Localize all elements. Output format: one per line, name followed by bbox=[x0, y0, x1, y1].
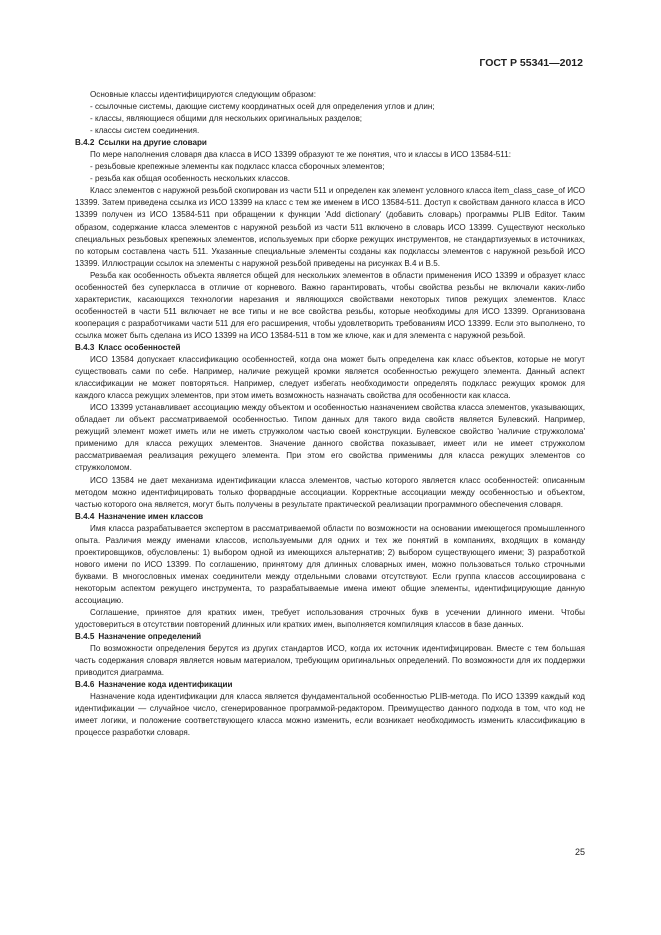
section-heading bbox=[75, 631, 585, 643]
paragraph: - ссылочные системы, дающие систему координатных осей для определения углов и длин; bbox=[90, 102, 435, 112]
paragraph: - резьбовые крепежные элементы как подкласс класса сборочных элементов; bbox=[90, 162, 385, 172]
paragraph: - классы систем соединения. bbox=[90, 126, 200, 136]
document-body bbox=[75, 89, 585, 740]
paragraph: ИСО 13584 допускает классификацию особенностей, когда она может быть определена как класс объектов, которые не могут существовать сами по себе. Например, наличие режущей кромки является особенностью режущего элемента. Данный аспект классификации не может повторяться. Например, следует избегать необходимости определять подкласс режущих кромок для каждого класса режущих элементов, при этом иметь возможность назначать свойства для особенности как класса. bbox=[75, 355, 585, 401]
paragraph: Соглашение, принятое для кратких имен, требует использования строчных букв в усечении длинного имени. Чтобы удостовериться в отсутствии повторений длинных или кратких имен, выполняется компиляция классов в базе данных. bbox=[75, 608, 585, 630]
paragraph: По мере наполнения словаря два класса в ИСО 13399 образуют те же понятия, что и классы в ИСО 13584-511: bbox=[90, 150, 511, 160]
paragraph: - резьба как общая особенность нескольких классов. bbox=[90, 174, 291, 184]
section-heading bbox=[75, 342, 585, 354]
section-number: В.4.5 bbox=[75, 632, 95, 642]
page-number: 25 bbox=[574, 847, 585, 857]
section-title: Назначение определений bbox=[98, 632, 202, 642]
section-number: В.4.2 bbox=[75, 138, 95, 148]
section-heading bbox=[75, 137, 585, 149]
section-number: В.4.3 bbox=[75, 342, 95, 352]
paragraph: Назначение кода идентификации для класса является фундаментальной особенностью PLIB-метода. По ИСО 13399 каждый код идентификации — случайное число, сгенерированное программой-редактором. Преимущество данного подхода в том, что код не имеет логики, и положение соответствующего класса можно изменить, если возникает необходимость изменить классификацию в процессе разработки словаря. bbox=[75, 692, 585, 738]
section-title: Ссылки на другие словари bbox=[98, 138, 207, 148]
section-title: Класс особенностей bbox=[98, 342, 181, 352]
paragraph: По возможности определения берутся из других стандартов ИСО, когда их источник идентифицирован. Вместе с тем большая часть содержания словаря является новым материалом, требующим оригинальных определений. По возможности для их поддержки приводится диаграмма. bbox=[75, 644, 585, 678]
section-heading bbox=[75, 679, 585, 691]
paragraph: Класс элементов с наружной резьбой скопирован из части 511 и определен как элемент условного класса item_class_case_of ИСО 13399. Затем приведена ссылка из ИСО 13399 на класс с тем же именем в ИСО 13584-511. Доступ к свойствам данного класса в ИСО 13399 получен из ИСО 13584-511 при обращении к функции 'Add dictionary' (добавить словарь) программы PLIB Editor. Таким образом, содержание класса элементов с наружной резьбой из части 511 включено в словарь ИСО 13399. Существуют несколько специальных резьбовых крепежных элементов, используемых при сборке режущих инструментов, не стандартизуемых в источниках, по которым составлена часть 511. Указанные специальные элементы созданы как подклассы элементов с наружной резьбой ИСО 13399. Иллюстрации ссылок на элементы с наружной резьбой приведены на рисунках В.4 и В.5. bbox=[75, 186, 585, 268]
paragraph: - классы, являющиеся общими для нескольких оригинальных разделов; bbox=[90, 114, 362, 124]
paragraph: Имя класса разрабатывается экспертом в рассматриваемой области по возможности на основании имеющегося промышленного опыта. Различия между именами классов, используемыми для одних и тех же понятий в компаниях, входящих в команду проектировщиков, обусловлены: 1) выбором одной из имеющихся альтернатив; 2) выбором существующего имени; 3) разработкой нового имени по ИСО 13399. По соглашению, принятому для длинных словарных имен, можно пользоваться только строчными буквами. В многословных именах соединители между отдельными словами отсутствуют. Если группа классов ассоциирована с некоторым аспектом режущего инструмента, то разрабатываемые имена имеют общие элементы, идентифицирующие данную ассоциацию. bbox=[75, 523, 585, 605]
paragraph: Основные классы идентифицируются следующим образом: bbox=[90, 90, 317, 99]
paragraph: ИСО 13399 устанавливает ассоциацию между объектом и особенностью назначением свойства класса элементов, указывающих, обладает ли объект рассматриваемой особенностью. Типом данных для такого вида свойств является Булевский. Например, режущий элемент может иметь или не иметь стружколом частью своей конструкции. Булевское свойство 'наличие стружколома' применимо для класса режущих элементов. Значение данного свойства показывает, имеет или не имеет стружколом рассматриваемая реализация режущего элемента. При этом его свойства применимы для класса режущих элементов со стружколомом. bbox=[75, 403, 585, 473]
document-id-header: ГОСТ Р 55341—2012 bbox=[479, 57, 583, 69]
section-number: В.4.6 bbox=[75, 680, 95, 690]
section-title: Назначение кода идентификации bbox=[98, 680, 233, 690]
section-number: В.4.4 bbox=[75, 511, 95, 521]
section-heading bbox=[75, 511, 585, 523]
section-title: Назначение имен классов bbox=[98, 511, 204, 521]
paragraph: ИСО 13584 не дает механизма идентификации класса элементов, частью которого является класс особенностей: описанным методом можно идентифицировать только форвардные ассоциации. Корректные ассоциации между особенностью и объектом, частью которого она является, могут быть получены в результате практической реализации программного обеспечения словаря. bbox=[75, 475, 585, 509]
paragraph: Резьба как особенность объекта является общей для нескольких элементов в области применения ИСО 13399 и образует класс особенностей без суперкласса в отличие от корневого. Важно гарантировать, чтобы свойства резьбы не включали каких-либо характеристик, касающихся технологии нарезания и являющихся свойствами некоторых типов режущих элементов. Класс особенностей в части 511 включает не все типы и не все свойства резьбы, которые необходимы для ИСО 13399. Организована кооперация с разработчиками части 511 для его расширения, чтобы удовлетворить требованиям ИСО 13399. Если это выполнено, то ссылка может быть сделана из ИСО 13399 на ИСО 13584-511 в том же ключе, как и для элемента с наружной резьбой. bbox=[75, 270, 585, 340]
